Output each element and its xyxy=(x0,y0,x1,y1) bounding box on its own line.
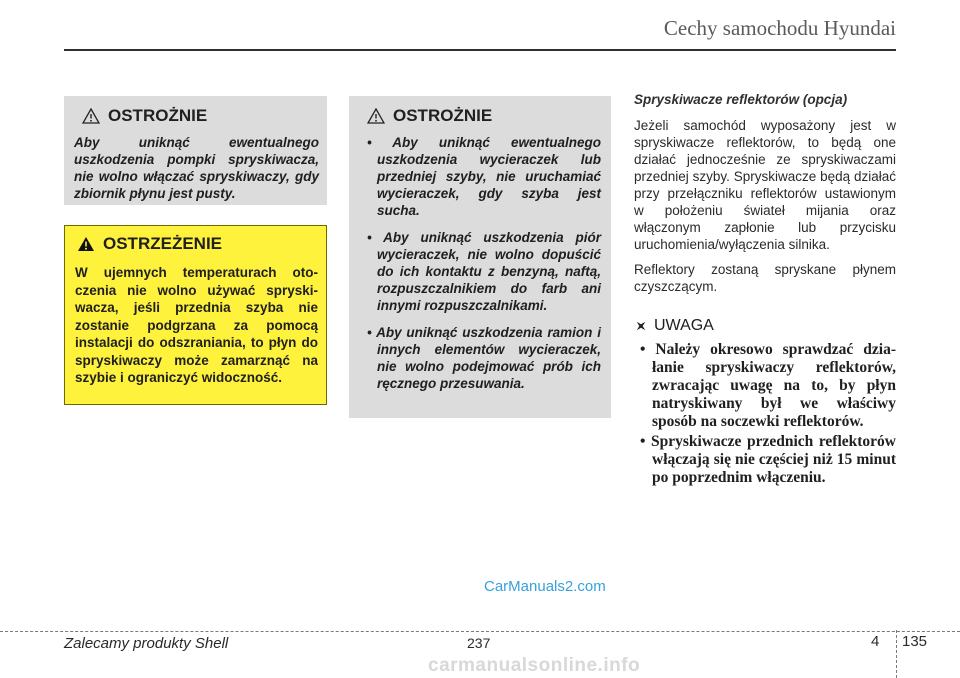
section-title: Spryskiwacze reflektorów (opcja) xyxy=(634,92,848,107)
footer-rule xyxy=(0,631,960,632)
footer-section-number: 4 xyxy=(871,633,880,650)
site-banner: carmanualsonline.info xyxy=(428,655,641,676)
footer-left-text: Zalecamy produkty Shell xyxy=(64,635,229,652)
caution-item: • Aby uniknąć ewentualnego uszkodzenia wycieraczek lub przedniej szyby, nie uruchamiać wycieraczek, gdy szyba jest sucha. xyxy=(367,135,601,218)
caution-list-2 xyxy=(361,134,601,392)
note-item: • Spryskiwacze przednich reflektorów włączają się nie częściej niż 15 minut po poprzednim włączeniu. xyxy=(640,433,896,486)
caution-box-2 xyxy=(349,96,611,418)
watermark: CarManuals2.com xyxy=(484,578,606,595)
warning-box xyxy=(64,225,327,405)
right-column xyxy=(634,92,896,489)
caution-item: • Aby uniknąć uszkodzenia piór wycieraczek, nie wolno dopuścić do ich kontaktu z benzyną, naftą, rozpuszczalnikiem do farb ani innymi rozpuszczalnikami. xyxy=(367,230,601,313)
warning-text: W ujemnych temperaturach otoczenia nie wolno używać spryskiwacza, jeśli przednia szyba nie zostanie podgrzana za pomocą instalacji do odszraniania, to płyn do spryskiwaczy może zamarznąć na szybie i ograniczyć widoczność. xyxy=(75,265,318,385)
caution-heading-1 xyxy=(74,106,319,126)
note-heading-text: UWAGA xyxy=(654,317,714,334)
body-paragraph-2: Reflektory zostaną spryskane płynem czyszczącym. xyxy=(634,262,896,294)
warning-heading xyxy=(75,234,318,254)
caution-heading-2 xyxy=(361,106,601,126)
caution-text-1: Aby uniknąć ewentualnego uszkodzenia pompki spryskiwacza, nie wolno włączać spryskiwaczy, gdy zbiornik płynu jest pusty. xyxy=(74,135,319,201)
caution-item: • Aby uniknąć uszkodzenia ramion i innych elementów wycieraczek, nie wolno podejmować prób ich ręcznego przesuwania. xyxy=(367,325,601,391)
caution-heading-text-1: OSTROŻNIE xyxy=(108,106,208,125)
warning-triangle-icon xyxy=(77,236,95,252)
footer-page-number: 237 xyxy=(467,635,491,651)
header-rule xyxy=(64,49,896,51)
note-cross-icon xyxy=(634,319,648,333)
caution-heading-text-2: OSTROŻNIE xyxy=(393,106,493,125)
caution-box-1 xyxy=(64,96,327,205)
footer-manual-page: 135 xyxy=(902,633,928,650)
body-paragraph-1: Jeżeli samochód wyposażony jest w spryskiwacze reflektorów, to będą one działać jednocześnie ze spryskiwaczami przedniej szyby. Spryskiwacze będą działać przy przełączniku reflektorów ustawionym w położeniu świateł mijania oraz włączonym zapłonie lub przycisku uruchomienia/wyłączenia silnika. xyxy=(634,118,896,252)
note-item: • Należy okresowo sprawdzać działanie spryskiwaczy reflektorów, zwracając uwagę na to, by płyn natryskiwany był we właściwy sposób na soczewki reflektorów. xyxy=(640,341,896,430)
header-title: Cechy samochodu Hyundai xyxy=(663,16,896,40)
note-heading xyxy=(634,317,896,335)
caution-triangle-icon xyxy=(82,108,100,124)
caution-triangle-icon xyxy=(367,108,385,124)
warning-heading-text: OSTRZEŻENIE xyxy=(103,234,223,253)
footer-separator xyxy=(896,630,897,678)
